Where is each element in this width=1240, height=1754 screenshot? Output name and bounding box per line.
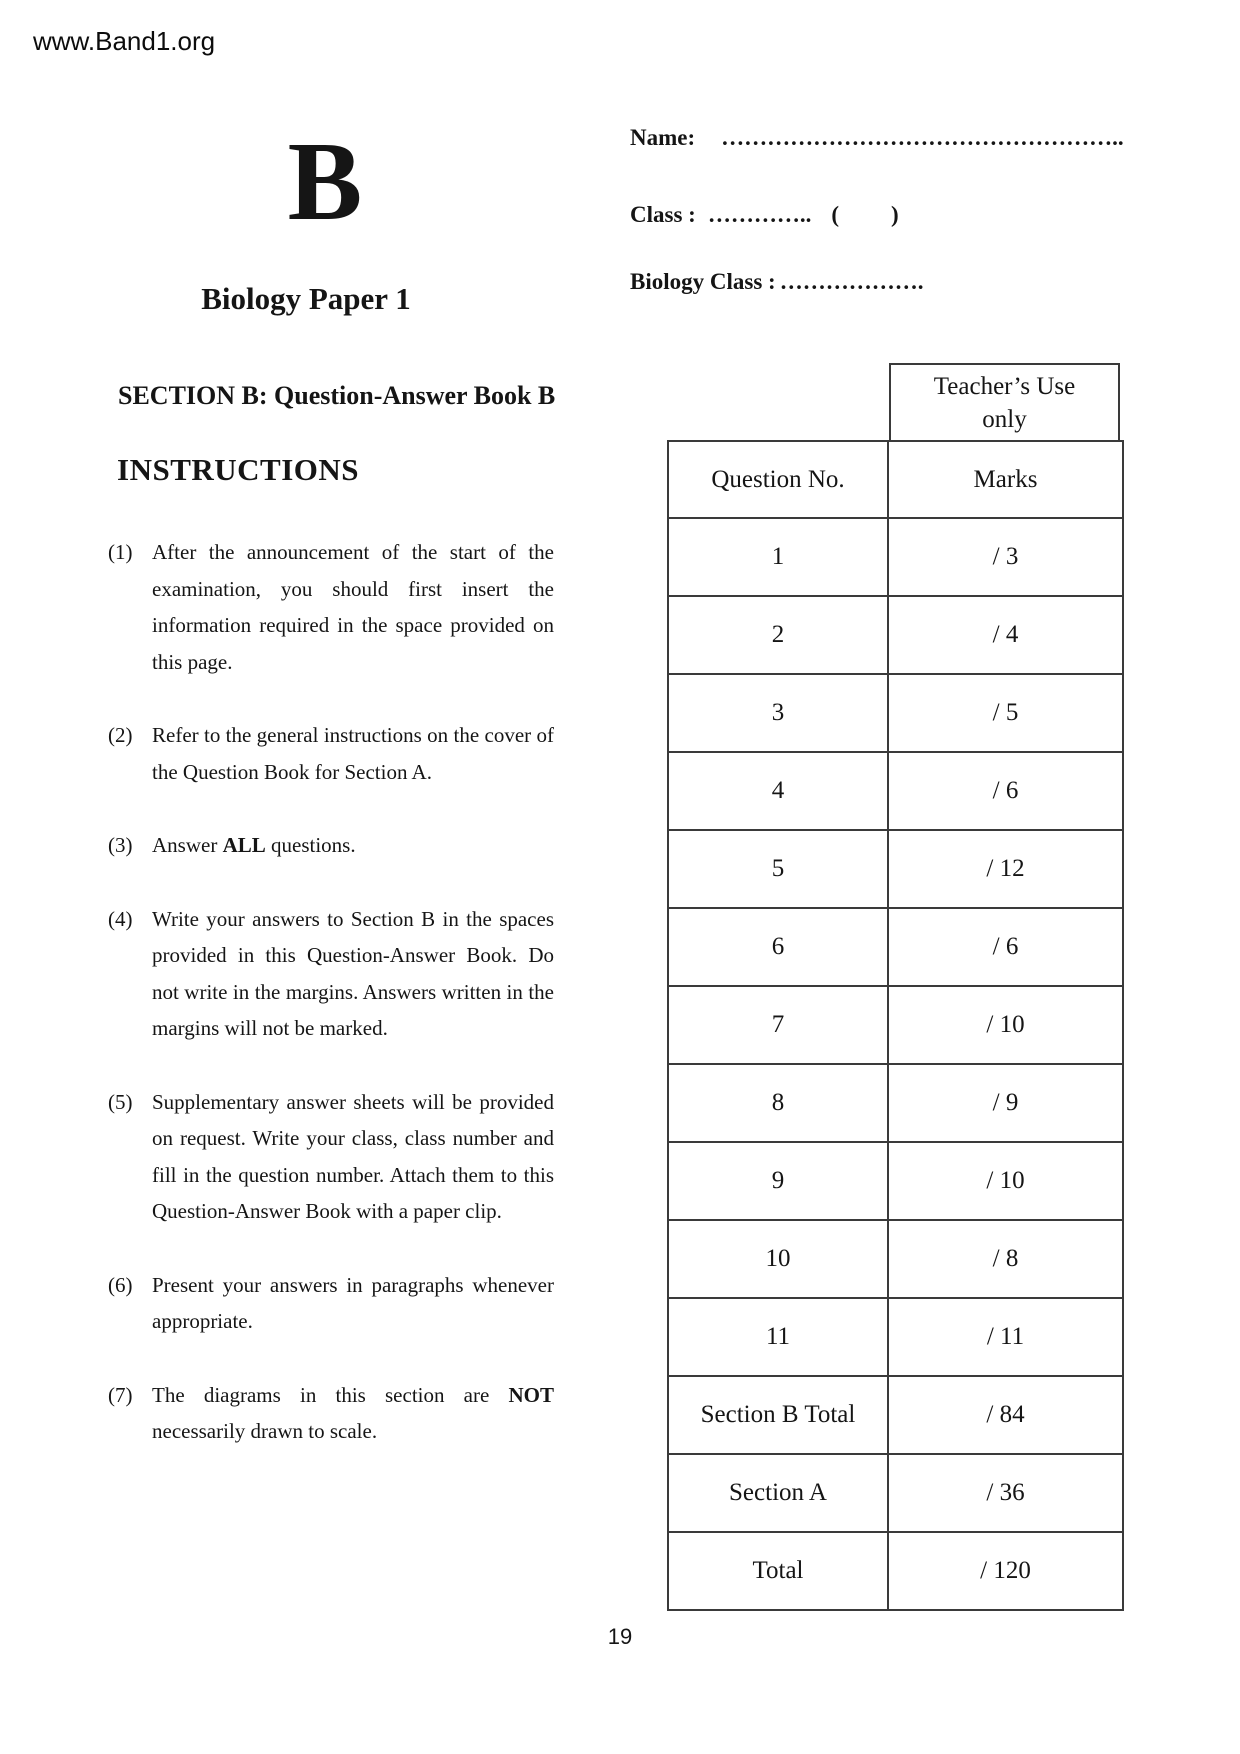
biology-class-fill-line: ………………. (779, 269, 924, 294)
marks-table-row-marks: / 6 (889, 753, 1122, 831)
marks-table-row-question: Section B Total (669, 1377, 889, 1455)
marks-table-row-marks: / 12 (889, 831, 1122, 909)
marks-table-header-marks: Marks (889, 442, 1122, 519)
instruction-item-6 (108, 1267, 554, 1340)
marks-table-row-marks: / 6 (889, 909, 1122, 987)
instruction-text: Supplementary answer sheets will be provided on request. Write your class, class number and fill in the question number. Attach them to this Question-Answer Book with a paper clip. (152, 1089, 554, 1223)
instruction-item-2 (108, 717, 554, 790)
marks-table-row-question: Section A (669, 1455, 889, 1533)
class-number-paren-close: ) (890, 202, 899, 227)
marks-table (667, 440, 1124, 1611)
marks-table-row-question: 4 (669, 753, 889, 831)
instruction-text: Present your answers in paragraphs whenever appropriate. (152, 1272, 554, 1333)
marks-table-row-question: 10 (669, 1221, 889, 1299)
name-label: Name: (630, 125, 696, 150)
instruction-text: Answer ALL questions. (152, 833, 356, 857)
marks-table-row-marks: / 10 (889, 1143, 1122, 1221)
class-field-row (630, 199, 899, 231)
name-field-row (630, 122, 1124, 154)
instruction-number: (6) (108, 1272, 133, 1297)
instruction-number: (7) (108, 1382, 133, 1407)
marks-table-row-marks: / 11 (889, 1299, 1122, 1377)
name-fill-line: …………………………………………….. (721, 125, 1124, 150)
instruction-number: (4) (108, 906, 133, 931)
marks-table-row-question: 2 (669, 597, 889, 675)
marks-table-row-marks: / 84 (889, 1377, 1122, 1455)
marks-table-row-question: 8 (669, 1065, 889, 1143)
instructions-list (108, 534, 554, 1487)
marks-table-row-question: 9 (669, 1143, 889, 1221)
instruction-number: (3) (108, 833, 133, 857)
marks-table-row-question: 1 (669, 519, 889, 597)
site-url: www.Band1.org (33, 26, 216, 56)
instruction-number: (2) (108, 723, 133, 747)
page-number: 19 (607, 1624, 633, 1649)
marks-table-row-marks: / 8 (889, 1221, 1122, 1299)
marks-table-row-marks: / 120 (980, 1557, 1031, 1584)
section-heading: SECTION B: Question-Answer Book B (118, 381, 556, 410)
paper-title: Biology Paper 1 (201, 281, 411, 316)
instruction-text: After the announcement of the start of the examination, you should first insert the information required in the space provided on this page. (152, 540, 554, 674)
marks-table-row-marks: / 3 (889, 519, 1122, 597)
teacher-use-line1: Teacher’s Use (933, 372, 1076, 400)
instruction-text: Refer to the general instructions on the cover of the Question Book for Section A. (152, 723, 554, 784)
instruction-number: (5) (108, 1089, 133, 1114)
marks-table-row-marks: / 5 (889, 675, 1122, 753)
marks-table-row-question: 5 (669, 831, 889, 909)
marks-table-row-marks: / 36 (889, 1455, 1122, 1533)
marks-table-row-question: 11 (669, 1299, 889, 1377)
instruction-text: The diagrams in this section are NOT necessarily drawn to scale. (152, 1382, 554, 1443)
marks-table-row-marks: / 4 (889, 597, 1122, 675)
biology-class-label: Biology Class : (630, 269, 776, 294)
instruction-text: Write your answers to Section B in the spaces provided in this Question-Answer Book. Do not write in the margins. Answers written in the margins will not be marked. (152, 906, 554, 1040)
marks-table-row-marks: / 10 (889, 987, 1122, 1065)
marks-table-row-question: 6 (669, 909, 889, 987)
teacher-use-only-box (889, 363, 1120, 440)
biology-class-field-row (630, 266, 923, 298)
instruction-item-7 (108, 1377, 554, 1450)
marks-table-header-question: Question No. (669, 442, 889, 519)
instructions-title: INSTRUCTIONS (117, 452, 360, 487)
paper-letter: B (287, 120, 363, 244)
instruction-item-3 (108, 827, 554, 864)
instruction-item-5 (108, 1084, 554, 1230)
instruction-item-4 (108, 901, 554, 1047)
marks-table-row-marks: / 9 (889, 1065, 1122, 1143)
marks-table-row-question: 3 (669, 675, 889, 753)
class-fill-line: ………….. (707, 202, 812, 227)
instruction-number: (1) (108, 540, 133, 564)
class-label: Class : (630, 202, 696, 227)
instruction-item-1 (108, 534, 554, 680)
class-number-paren-open: ( (831, 202, 839, 227)
teacher-use-line2: only (982, 405, 1027, 433)
marks-table-row-question: 7 (669, 987, 889, 1065)
marks-table-row-question: Total (669, 1533, 889, 1609)
